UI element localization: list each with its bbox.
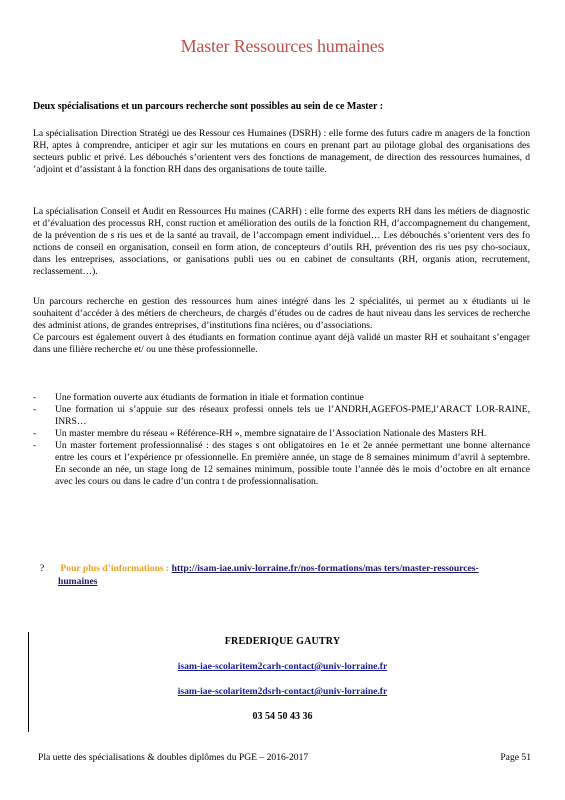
intro-heading: Deux spécialisations et un parcours recherche sont possibles au sein de ce Master :: [33, 101, 384, 112]
contact-phone: 03 54 50 43 36: [252, 711, 313, 722]
list-item: [33, 428, 530, 440]
list-item-text: Une formation ui s’appuie sur des réseaux professi onnels tels ue l’ANDRH,AGEFOS-PME,l’ARACT LOR-RAINE, INRS…: [55, 404, 530, 427]
more-info: [40, 562, 520, 588]
info-link-part1: http://isam-iae.univ-lorraine.fr/nos-formations/mas: [171, 563, 382, 574]
page-number: Page 51: [500, 752, 531, 763]
info-link[interactable]: [172, 563, 479, 574]
paragraph-text: La spécialisation Conseil et Audit en Ressources Hu maines (CARH) : elle forme des experts RH dans les métiers de diagnostic et d’évaluation des processus RH, const ruction et amélioration des outils de la fonction RH, d’accompagnement du changement, de la prévention de s ris ues et de la santé au travail, de l’accompagn ement individuel… Les débouchés s’orientent vers des fo nctions de conseil en organisation, conseil en form ation, de concepteurs d’outils RH, prévention des ris ues psy cho-sociaux, dans les entreprises, associations, or ganisations publi ues ou en cabinet de consultants (RH, organis ation, recrutement, reclassement…).: [33, 206, 530, 277]
bullet-dash: -: [33, 428, 37, 439]
info-link-continued[interactable]: humaines: [58, 576, 98, 587]
footer-left: Pla uette des spécialisations & doubles diplômes du PGE – 2016-2017: [38, 752, 309, 763]
info-marker: ?: [40, 563, 45, 574]
bullet-dash: -: [33, 404, 37, 415]
list-item-text: Un master membre du réseau « Référence-RH », membre signataire de l’Association Nationale des Masters RH.: [55, 428, 487, 439]
email-link-dsrh[interactable]: isam-iae-scolaritem2dsrh-contact@univ-lorraine.fr: [177, 686, 388, 697]
info-link-part2: ters/master-ressources-: [384, 563, 479, 574]
paragraph-carh: [33, 206, 530, 278]
contact-block: [0, 636, 565, 722]
paragraph-research: [33, 296, 530, 356]
list-item: [33, 392, 530, 404]
info-label: Pour plus d’informations :: [60, 563, 170, 574]
list-item: [33, 440, 530, 488]
bullet-dash: -: [33, 392, 37, 403]
contact-name: FREDERIQUE GAUTRY: [224, 636, 341, 647]
email-link-carh[interactable]: isam-iae-scolaritem2carh-contact@univ-lorraine.fr: [177, 661, 388, 672]
paragraph-dsrh: [33, 128, 530, 176]
list-item-text: Une formation ouverte aux étudiants de formation in itiale et formation continue: [55, 392, 364, 403]
paragraph-text: Un parcours recherche en gestion des ressources hum aines intégré dans les 2 spécialités, ui permet au x étudiants ui le souhaitent d’accéder à des métiers de chercheurs, de chargés d’études ou de cadres de haut niveau dans les services de recherche des administ ations, de grandes entreprises, d’institutions fina ncières, ou d’associations.: [33, 296, 530, 331]
list-item-text: Un master fortement professionnalisé : des stages s ont obligatoires en 1e et 2e année permettant une bonne alternance entre les cours et l’expérience pr ofessionnelle. En première année, un stage de 8 semaines minimum d’avril à septembre. En seconde an née, un stage long de 12 semaines minimum, possible toute l’année dès le mois d’octobre en alt ernance avec les cours ou dans le cadre d’un contra t de professionnalisation.: [55, 440, 530, 487]
list-item: [33, 404, 530, 428]
page-footer: [38, 752, 531, 763]
page-title: Master Ressources humaines: [180, 36, 385, 56]
paragraph-text: La spécialisation Direction Stratégi ue des Ressour ces Humaines (DSRH) : elle forme des futurs cadre m anagers de la fonction RH, aptes à comprendre, anticiper et agir sur les mutations en cours en prenant part au pilotage global des organisations des secteurs public et privé. Les débouchés s’orientent vers des fonctions de management, de direction des ressources humaines, d ’adjoint et d’assistant à la fonction RH dans des organisations de toute taille.: [33, 128, 530, 175]
features-list: [33, 392, 530, 488]
bullet-dash: -: [33, 440, 37, 451]
paragraph-text: Ce parcours est également ouvert à des étudiants en formation continue ayant déjà validé un master RH et souhaitant s’engager dans une filière recherche et/ ou une thèse professionnelle.: [33, 332, 530, 355]
